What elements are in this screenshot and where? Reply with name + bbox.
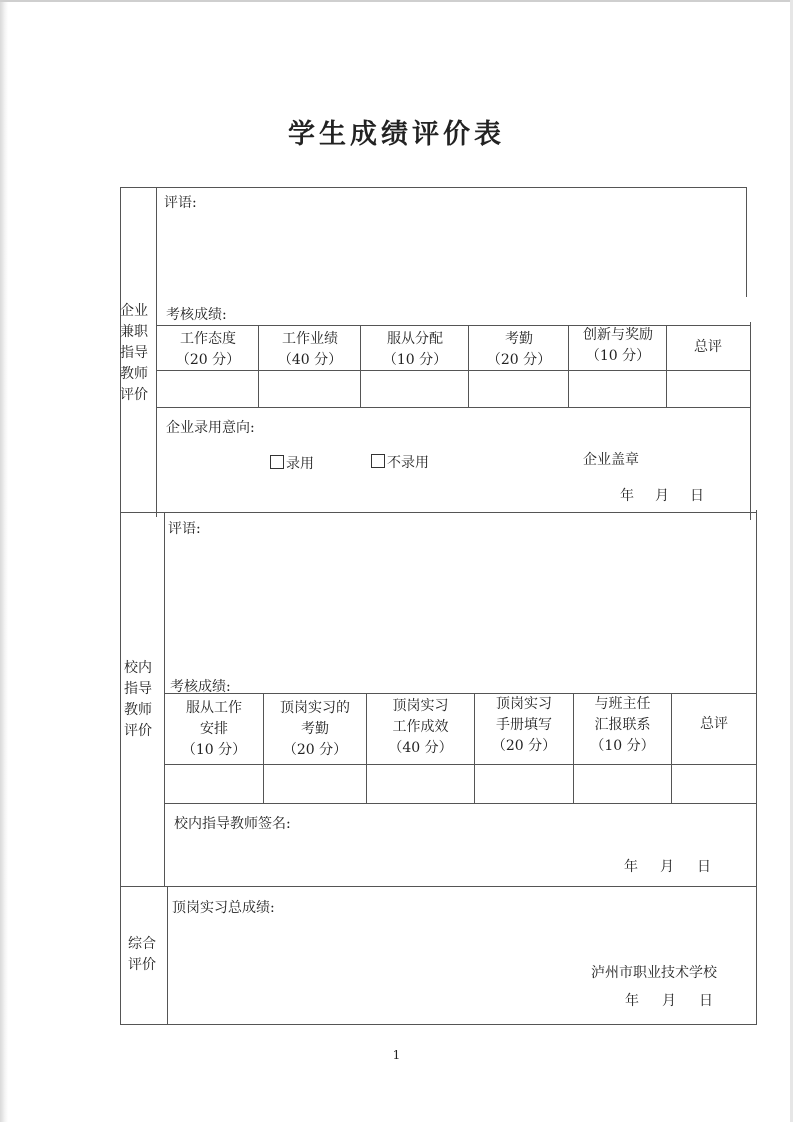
section-separator-1 [120, 512, 756, 513]
side-label-line: 教师 [124, 702, 152, 718]
ent-col-div-1 [258, 325, 259, 407]
col-points: （20 分） [175, 352, 241, 368]
school-side-label [110, 658, 166, 742]
overall-date-day: 日 [699, 993, 713, 1009]
hire-checkbox[interactable] [270, 455, 284, 469]
overall-date-year: 年 [625, 993, 639, 1009]
internship-total-score-label: 顶岗实习总成绩: [172, 900, 275, 916]
ent-col-header [260, 329, 360, 371]
col-name: 考勤 [505, 331, 533, 347]
sch-col-div-5 [671, 693, 672, 803]
sch-col-header [165, 698, 263, 761]
col-points: （40 分） [277, 352, 343, 368]
col-line: （10 分） [590, 738, 655, 754]
col-line: 顶岗实习的 [280, 700, 350, 716]
sch-date-year: 年 [624, 859, 638, 875]
ent-date-month: 月 [655, 488, 669, 504]
side-label-line: 企业 [120, 303, 148, 319]
col-line: 服从工作 [186, 700, 242, 716]
col-line: （20 分） [491, 738, 557, 754]
ent-col-div-3 [468, 325, 469, 407]
school-teacher-signature-label: 校内指导教师签名: [174, 816, 291, 832]
col-name: 工作业绩 [282, 331, 338, 347]
overall-side-label [114, 934, 170, 976]
enterprise-side-label [106, 301, 162, 406]
sch-col-header [672, 714, 756, 735]
col-points: （10 分） [382, 352, 448, 368]
school-score-label: 考核成绩: [170, 679, 231, 695]
side-label-line: 教师 [120, 366, 148, 382]
col-points: （20 分） [486, 352, 552, 368]
col-name: 服从分配 [387, 331, 443, 347]
table-top-border [120, 187, 746, 188]
nohire-option[interactable] [371, 453, 429, 473]
col-line: 工作成效 [392, 719, 449, 735]
sch-col-header [367, 696, 474, 759]
hire-option-label: 录用 [286, 456, 314, 472]
side-label-line: 兼职 [120, 324, 148, 340]
col-line: （40 分） [388, 740, 453, 756]
enterprise-score-label: 考核成绩: [166, 307, 227, 323]
col-line: 考勤 [301, 721, 329, 737]
sch-score-bottom [164, 803, 756, 804]
table-right-border-bottom [756, 510, 757, 1025]
ent-col-div-5 [666, 325, 667, 407]
sch-date-day: 日 [697, 859, 711, 875]
col-line: 汇报联系 [594, 717, 651, 733]
sch-col-header [574, 694, 671, 757]
sch-date-month: 月 [660, 859, 674, 875]
col-line: 安排 [200, 721, 228, 737]
col-line: （10 分） [181, 742, 247, 758]
page-number: 1 [392, 1048, 401, 1062]
col-line: （20 分） [282, 742, 348, 758]
col-line: 与班主任 [594, 696, 651, 712]
side-label-line: 综合 [128, 936, 156, 952]
side-label-line: 指导 [120, 345, 148, 361]
side-label-line: 指导 [124, 681, 152, 697]
school-name: 泸州市职业技术学校 [591, 965, 717, 981]
table-right-border-top [746, 187, 747, 297]
sch-col-header [475, 694, 573, 757]
ent-date-day: 日 [690, 488, 704, 504]
col-line: 顶岗实习 [496, 696, 552, 712]
col-name: 工作态度 [180, 331, 236, 347]
table-right-border-mid [750, 322, 751, 520]
col-points: （10 分） [585, 348, 651, 364]
enterprise-comment-label: 评语: [164, 195, 197, 211]
nohire-checkbox[interactable] [371, 454, 385, 468]
side-label-line: 评价 [128, 957, 156, 973]
overall-date-month: 月 [662, 993, 676, 1009]
hiring-intent-label: 企业录用意向: [166, 420, 255, 436]
col-line: 手册填写 [496, 717, 552, 733]
page-title: 学生成绩评价表 [288, 119, 505, 150]
sch-score-mid [164, 764, 756, 765]
ent-date-year: 年 [620, 488, 634, 504]
col-line: 总评 [700, 716, 728, 732]
school-comment-label: 评语: [168, 521, 201, 537]
col-name: 总评 [694, 339, 722, 355]
enterprise-seal-label: 企业盖章 [583, 452, 639, 468]
hire-option[interactable] [270, 454, 314, 474]
ent-col-header [668, 337, 748, 358]
ent-col-header [158, 329, 258, 371]
ent-score-bottom [156, 407, 750, 408]
side-label-line: 评价 [124, 723, 152, 739]
ent-col-div-4 [568, 325, 569, 407]
ent-col-header [470, 329, 568, 371]
table-bottom-border [120, 1024, 756, 1025]
ent-col-header [570, 325, 666, 367]
ent-col-div-2 [360, 325, 361, 407]
scan-edge-left [0, 0, 8, 1122]
scan-edge-top [0, 0, 793, 2]
ent-col-header [362, 329, 468, 371]
nohire-option-label: 不录用 [387, 455, 429, 471]
sch-col-header [264, 698, 366, 761]
section-separator-2 [120, 886, 756, 887]
side-label-line: 校内 [124, 660, 152, 676]
col-name: 创新与奖励 [583, 327, 653, 343]
side-label-line: 评价 [120, 387, 148, 403]
col-line: 顶岗实习 [392, 698, 449, 714]
